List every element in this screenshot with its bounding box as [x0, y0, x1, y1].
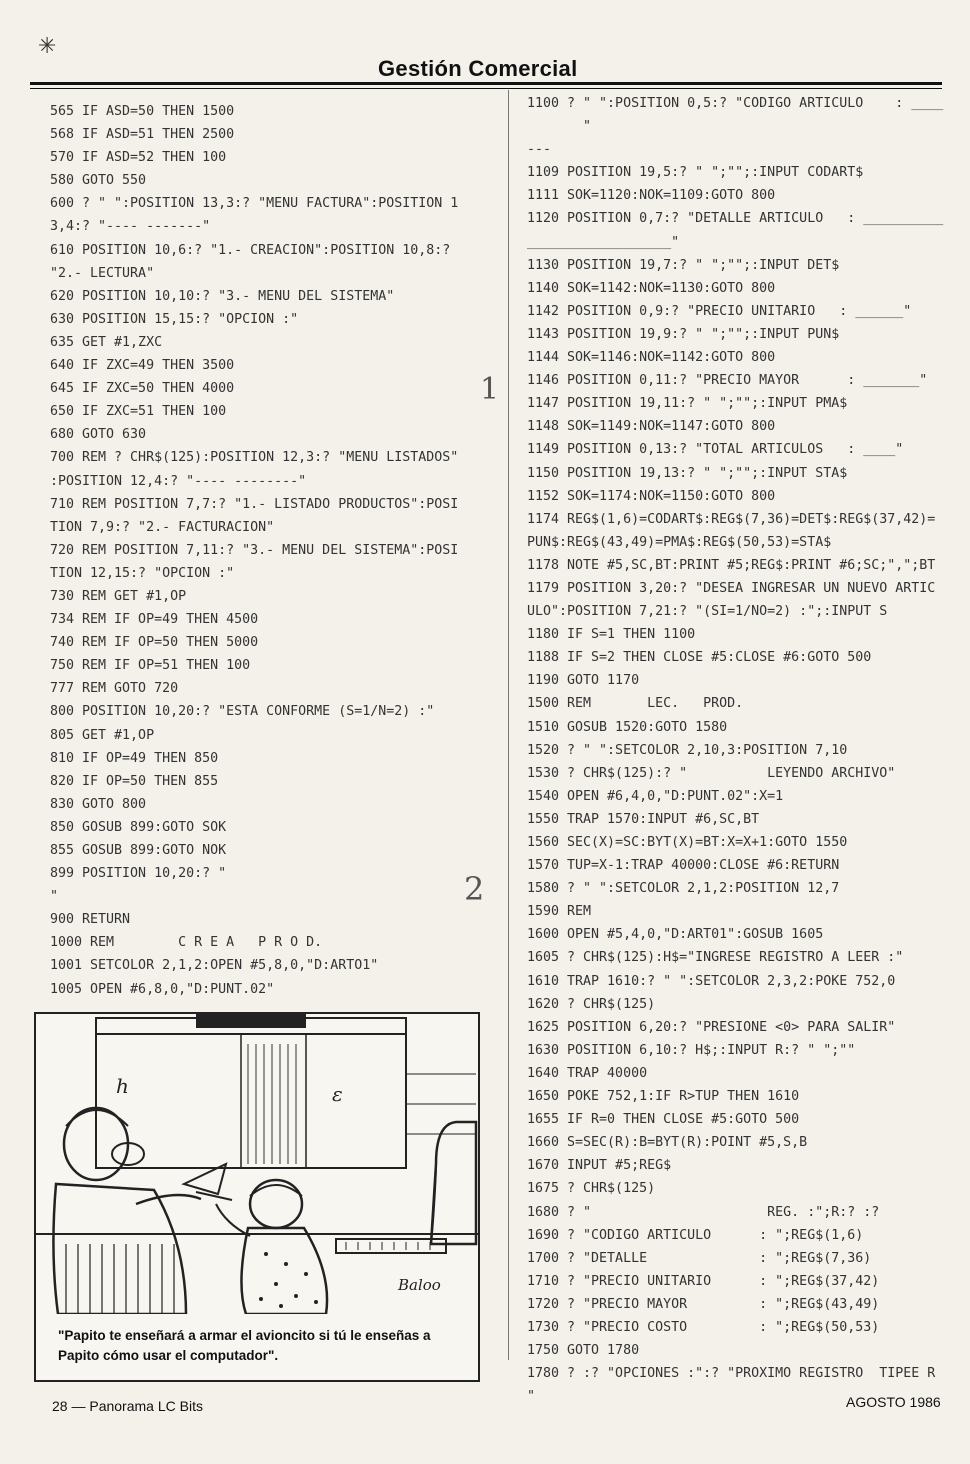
code-line: 1625 POSITION 6,20:? "PRESIONE <0> PARA SALIR" — [527, 1019, 896, 1035]
code-line: 1675 ? CHR$(125) — [527, 1181, 656, 1197]
code-line: 1710 ? "PRECIO UNITARIO : ";REG$(37,42) — [527, 1273, 880, 1289]
code-line: 777 REM GOTO 720 — [50, 681, 179, 697]
code-line: 1600 OPEN #5,4,0,"D:ART01":GOSUB 1605 — [527, 927, 824, 943]
code-line: 570 IF ASD=52 THEN 100 — [50, 150, 227, 166]
cartoon-caption: "Papito te enseñará a armar el avioncito si tú le enseñas a Papito cómo usar el computador". — [58, 1328, 431, 1363]
code-listing-right — [527, 92, 952, 1408]
code-line: " — [50, 889, 59, 905]
code-line: 1670 INPUT #5;REG$ — [527, 1158, 672, 1174]
page-header-title: Gestión Comercial — [378, 56, 578, 81]
code-line: 805 GET #1,OP — [50, 727, 155, 743]
code-line: 1750 GOTO 1780 — [527, 1343, 640, 1359]
code-line: 1111 SOK=1120:NOK=1109:GOTO 800 — [527, 188, 776, 204]
code-line: 1630 POSITION 6,10:? H$;:INPUT R:? " ";"" — [527, 1042, 856, 1058]
cartoon-illustration — [36, 1014, 478, 1314]
code-line: TION 7,9:? "2.- FACTURACION" — [50, 519, 275, 535]
code-line: 1605 ? CHR$(125):H$="INGRESE REGISTRO A LEER :" — [527, 950, 904, 966]
handwritten-note-1: 1 — [480, 372, 500, 407]
code-line: 1680 ? " REG. :";R:? :? — [527, 1204, 880, 1220]
code-line: " — [527, 1389, 536, 1405]
corner-asterisk-mark: ✳ — [38, 34, 57, 59]
code-line: 900 RETURN — [50, 912, 131, 928]
code-line: 810 IF OP=49 THEN 850 — [50, 750, 219, 766]
code-line: 1520 ? " ":SETCOLOR 2,10,3:POSITION 7,10 — [527, 742, 848, 758]
header-rule-thick — [30, 82, 942, 85]
code-line: 700 REM ? CHR$(125):POSITION 12,3:? "MENU LISTADOS" — [50, 450, 459, 466]
code-line: 680 GOTO 630 — [50, 427, 147, 443]
code-line: 1640 TRAP 40000 — [527, 1065, 648, 1081]
code-line: 580 GOTO 550 — [50, 173, 147, 189]
code-line: 1730 ? "PRECIO COSTO : ";REG$(50,53) — [527, 1319, 880, 1335]
code-line: " — [527, 119, 592, 135]
code-line: 1580 ? " ":SETCOLOR 2,1,2:POSITION 12,7 — [527, 881, 840, 897]
code-line: 600 ? " ":POSITION 13,3:? "MENU FACTURA":POSITION 1 — [50, 196, 459, 212]
code-line: 1174 REG$(1,6)=CODART$:REG$(7,36)=DET$:REG$(37,42)= — [527, 511, 936, 527]
code-line: 650 IF ZXC=51 THEN 100 — [50, 404, 227, 420]
code-line: 1540 OPEN #6,4,0,"D:PUNT.02":X=1 — [527, 788, 784, 804]
code-line: 1143 POSITION 19,9:? " ";"";:INPUT PUN$ — [527, 326, 840, 342]
code-line: 1510 GOSUB 1520:GOTO 1580 — [527, 719, 728, 735]
code-line: 710 REM POSITION 7,7:? "1.- LISTADO PRODUCTOS":POSI — [50, 496, 459, 512]
code-line: 568 IF ASD=51 THEN 2500 — [50, 127, 235, 143]
code-line: 1550 TRAP 1570:INPUT #6,SC,BT — [527, 811, 760, 827]
code-line: 1610 TRAP 1610:? " ":SETCOLOR 2,3,2:POKE 752,0 — [527, 973, 896, 989]
code-line: 855 GOSUB 899:GOTO NOK — [50, 843, 227, 858]
code-line: 1780 ? :? "OPCIONES :":? "PROXIMO REGISTRO TIPEE R — [527, 1366, 936, 1382]
code-line: --- — [527, 142, 552, 158]
code-line: 1120 POSITION 0,7:? "DETALLE ARTICULO : __________ — [527, 211, 944, 227]
code-line: ULO":POSITION 7,21:? "(SI=1/NO=2) :";:INPUT S — [527, 604, 888, 620]
code-line: 640 IF ZXC=49 THEN 3500 — [50, 358, 235, 374]
code-line: 1660 S=SEC(R):B=BYT(R):POINT #5,S,B — [527, 1135, 808, 1151]
code-line: 1001 SETCOLOR 2,1,2:OPEN #5,8,0,"D:ARTO1" — [50, 958, 379, 974]
code-line: 1620 ? CHR$(125) — [527, 996, 656, 1012]
code-line: 1570 TUP=X-1:TRAP 40000:CLOSE #6:RETURN — [527, 858, 840, 874]
code-line: 635 GET #1,ZXC — [50, 334, 163, 350]
code-line: 1530 ? CHR$(125):? " LEYENDO ARCHIVO" — [527, 765, 896, 781]
code-line: 1179 POSITION 3,20:? "DESEA INGRESAR UN NUEVO ARTIC — [527, 580, 936, 596]
code-line: 720 REM POSITION 7,11:? "3.- MENU DEL SISTEMA":POSI — [50, 542, 459, 558]
code-line: 630 POSITION 15,15:? "OPCION :" — [50, 311, 299, 327]
code-line: :POSITION 12,4:? "---- --------" — [50, 473, 307, 489]
code-line: 740 REM IF OP=50 THEN 5000 — [50, 635, 259, 651]
code-line: 1146 POSITION 0,11:? "PRECIO MAYOR : _______" — [527, 373, 928, 389]
code-line: __________________" — [527, 234, 680, 250]
code-line: 1700 ? "DETALLE : ";REG$(7,36) — [527, 1250, 872, 1266]
code-line: 820 IF OP=50 THEN 855 — [50, 773, 219, 789]
column-divider — [508, 90, 509, 1360]
code-line: 1109 POSITION 19,5:? " ";"";:INPUT CODART$ — [527, 165, 864, 181]
code-line: 1148 SOK=1149:NOK=1147:GOTO 800 — [527, 419, 776, 435]
code-line: 3,4:? "---- -------" — [50, 219, 211, 235]
code-line: 1655 IF R=0 THEN CLOSE #5:GOTO 500 — [527, 1112, 800, 1128]
cartoon-sketch-mark-2: ɛ — [332, 1082, 343, 1106]
code-line: 1178 NOTE #5,SC,BT:PRINT #5;REG$:PRINT #6;SC;",";BT — [527, 557, 936, 573]
code-line: PUN$:REG$(43,49)=PMA$:REG$(50,53)=STA$ — [527, 534, 832, 550]
code-line: 620 POSITION 10,10:? "3.- MENU DEL SISTEMA" — [50, 288, 395, 304]
code-line: 734 REM IF OP=49 THEN 4500 — [50, 612, 259, 628]
code-line: 1005 OPEN #6,8,0,"D:PUNT.02" — [50, 981, 275, 997]
code-line: 565 IF ASD=50 THEN 1500 — [50, 104, 235, 119]
code-line: 1100 ? " ":POSITION 0,5:? "CODIGO ARTICULO : ____ — [527, 96, 944, 111]
code-line: 1152 SOK=1174:NOK=1150:GOTO 800 — [527, 488, 776, 504]
code-line: 1560 SEC(X)=SC:BYT(X)=BT:X=X+1:GOTO 1550 — [527, 835, 848, 850]
code-line: 830 GOTO 800 — [50, 796, 147, 812]
code-line: 1500 REM LEC. PROD. — [527, 696, 744, 712]
code-line: 1650 POKE 752,1:IF R>TUP THEN 1610 — [527, 1089, 800, 1105]
code-line: "2.- LECTURA" — [50, 265, 155, 281]
cartoon-panel — [34, 1012, 480, 1382]
code-line: 899 POSITION 10,20:? " — [50, 866, 227, 882]
code-line: 1190 GOTO 1170 — [527, 673, 640, 689]
handwritten-note-2: 2 — [464, 870, 485, 908]
code-line: 750 REM IF OP=51 THEN 100 — [50, 658, 251, 674]
cartoon-signature: Baloo — [398, 1276, 441, 1294]
code-line: 1690 ? "CODIGO ARTICULO : ";REG$(1,6) — [527, 1227, 864, 1243]
code-line: 1188 IF S=2 THEN CLOSE #5:CLOSE #6:GOTO 500 — [527, 650, 872, 666]
code-line: 1142 POSITION 0,9:? "PRECIO UNITARIO : ______" — [527, 303, 912, 319]
code-listing-left — [50, 100, 480, 1001]
code-line: 610 POSITION 10,6:? "1.- CREACION":POSITION 10,8:? — [50, 242, 451, 258]
code-line: 730 REM GET #1,OP — [50, 588, 187, 604]
cartoon-sketch-mark-1: h — [116, 1074, 129, 1098]
code-line: 1720 ? "PRECIO MAYOR : ";REG$(43,49) — [527, 1296, 880, 1312]
code-line: 1130 POSITION 19,7:? " ";"";:INPUT DET$ — [527, 257, 840, 273]
code-line: 1150 POSITION 19,13:? " ";"";:INPUT STA$ — [527, 465, 848, 481]
code-line: 1149 POSITION 0,13:? "TOTAL ARTICULOS : ____" — [527, 442, 904, 458]
footer-date: AGOSTO 1986 — [846, 1394, 941, 1410]
code-line: 800 POSITION 10,20:? "ESTA CONFORME (S=1/N=2) :" — [50, 704, 435, 720]
footer-page-number: 28 — Panorama LC Bits — [52, 1398, 203, 1414]
code-line: 1140 SOK=1142:NOK=1130:GOTO 800 — [527, 280, 776, 296]
code-line: 1180 IF S=1 THEN 1100 — [527, 627, 696, 643]
code-line: 1144 SOK=1146:NOK=1142:GOTO 800 — [527, 350, 776, 366]
code-line: 1590 REM — [527, 904, 592, 920]
code-line: 645 IF ZXC=50 THEN 4000 — [50, 381, 235, 397]
header-rule-thin — [30, 88, 942, 89]
code-line: 1147 POSITION 19,11:? " ";"";:INPUT PMA$ — [527, 396, 848, 412]
code-line: 850 GOSUB 899:GOTO SOK — [50, 819, 227, 835]
code-line: 1000 REM C R E A P R O D. — [50, 935, 323, 951]
code-line: TION 12,15:? "OPCION :" — [50, 565, 235, 581]
